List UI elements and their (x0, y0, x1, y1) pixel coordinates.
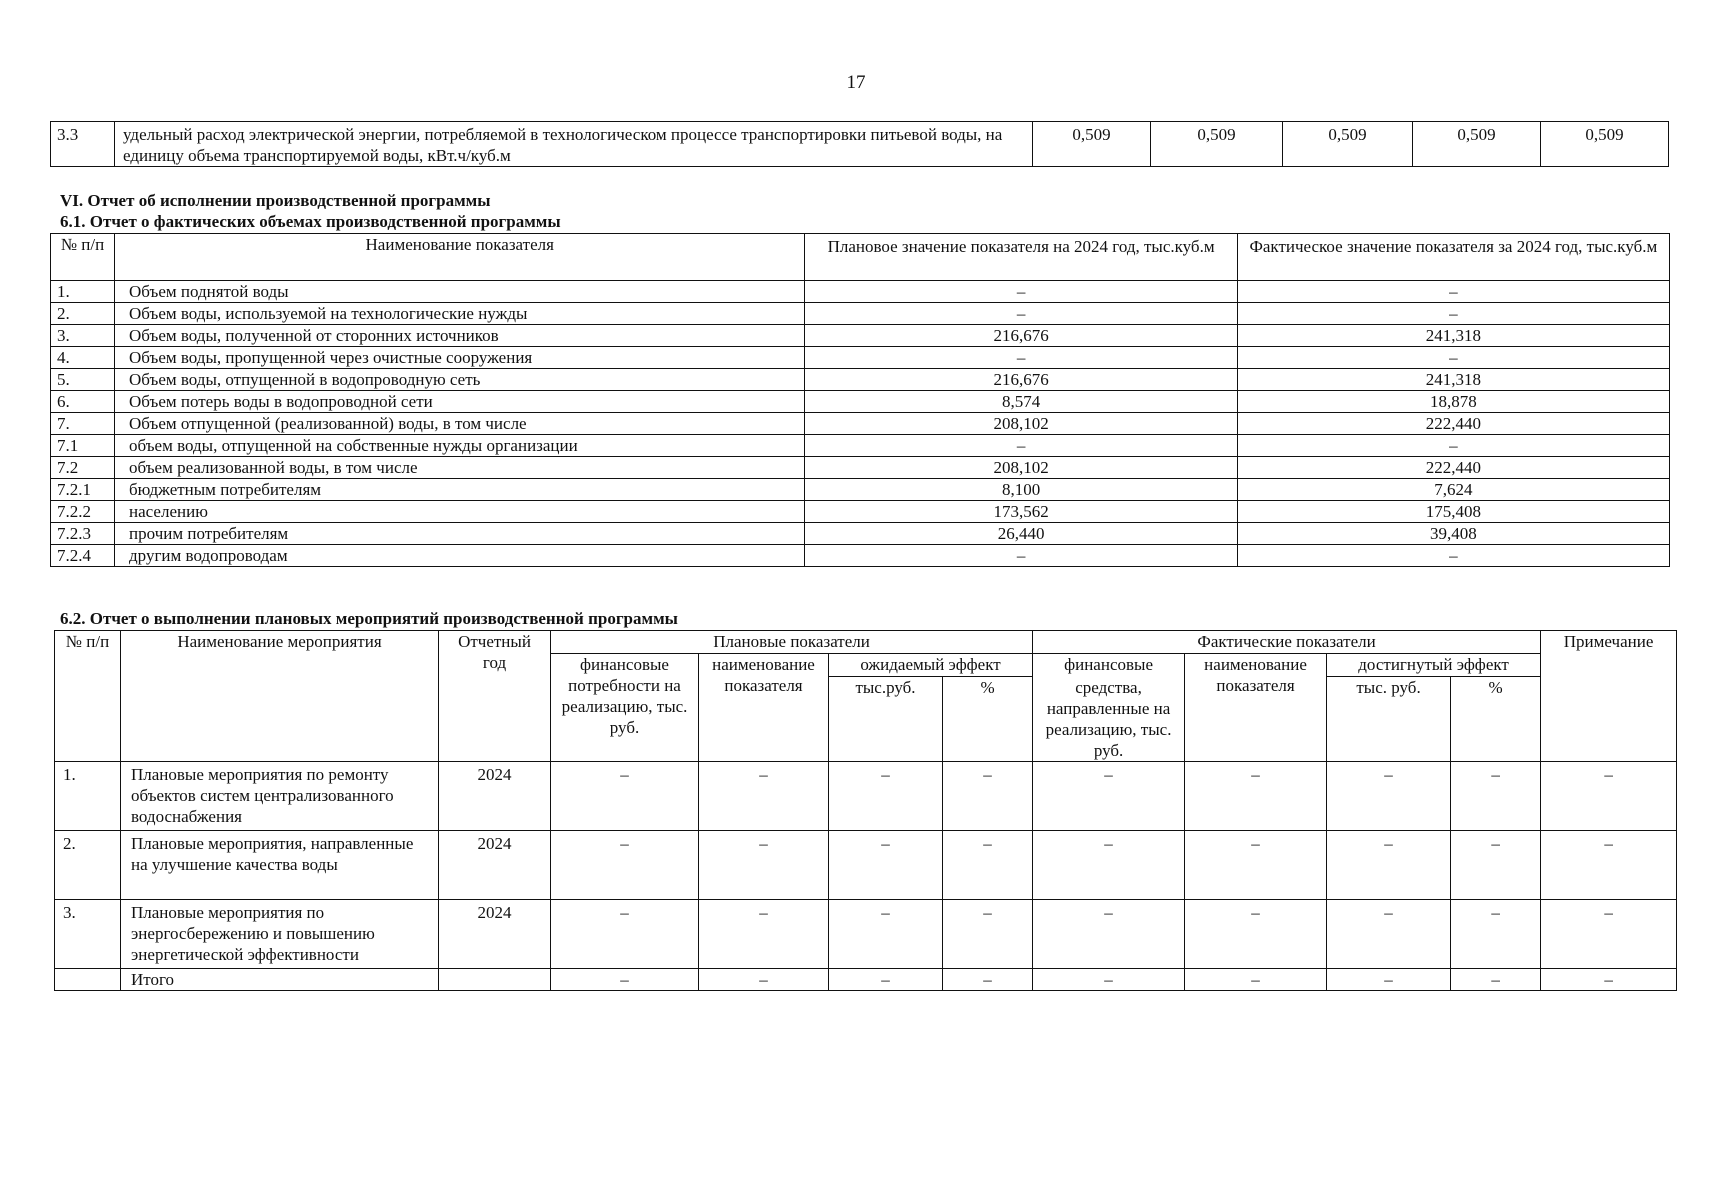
table-row (51, 325, 1670, 347)
page-number: 17 (846, 72, 866, 93)
row-number: 2. (55, 830, 121, 899)
row-number: 7.2.2 (51, 501, 115, 523)
header-fact-group: Фактические показатели (1033, 631, 1541, 654)
value-cell: – (829, 830, 943, 899)
value-cell: – (551, 830, 699, 899)
value-cell: – (829, 761, 943, 830)
row-number (55, 968, 121, 990)
table-header-row (55, 631, 1677, 654)
header-plan: Плановое значение показателя на 2024 год, тыс.куб.м (805, 234, 1237, 281)
row-name: бюджетным потребителям (115, 479, 805, 501)
fact-value: 7,624 (1237, 479, 1669, 501)
table-row (51, 369, 1670, 391)
row-year: 2024 (439, 761, 551, 830)
value-cell: – (943, 899, 1033, 968)
value-cell: – (943, 830, 1033, 899)
row-name: объем реализованной воды, в том числе (115, 457, 805, 479)
row-name: Объем воды, используемой на технологические нужды (115, 303, 805, 325)
row-name: другим водопроводам (115, 545, 805, 567)
value-cell: – (1033, 968, 1185, 990)
table-body (51, 281, 1670, 567)
plan-value: 173,562 (805, 501, 1237, 523)
value-cell: – (1185, 761, 1327, 830)
header-year: Отчетный год (439, 631, 551, 762)
value-cell: – (1541, 968, 1677, 990)
row-year: 2024 (439, 830, 551, 899)
row-year (439, 968, 551, 990)
header-num: № п/п (55, 631, 121, 762)
header-plan-indicator: наименование показателя (699, 654, 829, 762)
header-name: Наименование показателя (115, 234, 805, 281)
top-table (50, 121, 1669, 167)
plan-value: 216,676 (805, 369, 1237, 391)
value-cell: – (1185, 899, 1327, 968)
header-fact-fin-top: финансовые (1033, 654, 1185, 677)
plan-value: 8,574 (805, 391, 1237, 413)
plan-value: – (805, 303, 1237, 325)
table-row (55, 761, 1677, 830)
value-cell: – (829, 899, 943, 968)
value-cell: – (1541, 761, 1677, 830)
table-header-row (51, 234, 1670, 281)
plan-value: – (805, 281, 1237, 303)
section-title: VI. Отчет об исполнении производственной программы (60, 191, 491, 210)
fact-value: 39,408 (1237, 523, 1669, 545)
header-fact-effect: достигнутый эффект (1327, 654, 1541, 677)
fact-value: 222,440 (1237, 413, 1669, 435)
table-row (55, 830, 1677, 899)
value-cell: – (1033, 830, 1185, 899)
value-cell: – (829, 968, 943, 990)
value-cell: – (1451, 761, 1541, 830)
value-cell: – (551, 761, 699, 830)
table-row (51, 523, 1670, 545)
fact-value: 222,440 (1237, 457, 1669, 479)
table-row (51, 413, 1670, 435)
row-name: населению (115, 501, 805, 523)
plan-value: 8,100 (805, 479, 1237, 501)
row-name: Плановые мероприятия по ремонту объектов систем централизованного водоснабжения (121, 761, 439, 830)
row-name: Плановые мероприятия по энергосбережению и повышению энергетической эффективности (121, 899, 439, 968)
value-cell: – (699, 761, 829, 830)
header-note: Примечание (1541, 631, 1677, 762)
row-name: Объем отпущенной (реализованной) воды, в том числе (115, 413, 805, 435)
table-row (55, 899, 1677, 968)
table-row (51, 457, 1670, 479)
fact-value: – (1237, 303, 1669, 325)
value-cell: 0,509 (1151, 122, 1283, 167)
fact-value: 241,318 (1237, 369, 1669, 391)
table1-title: 6.1. Отчет о фактических объемах производственной программы (60, 212, 561, 231)
header-plan-fin: финансовые потребности на реализацию, тыс. руб. (551, 654, 699, 762)
value-cell: 0,509 (1413, 122, 1541, 167)
header-fact-rub: тыс. руб. (1327, 677, 1451, 762)
row-name: Объем воды, отпущенной в водопроводную сеть (115, 369, 805, 391)
table-row (51, 281, 1670, 303)
plan-value: – (805, 435, 1237, 457)
row-name: Объем воды, полученной от сторонних источников (115, 325, 805, 347)
value-cell: – (1327, 968, 1451, 990)
plan-value: 208,102 (805, 457, 1237, 479)
value-cell: – (1541, 899, 1677, 968)
fact-value: – (1237, 281, 1669, 303)
value-cell: – (699, 899, 829, 968)
plan-value: – (805, 347, 1237, 369)
production-volumes-table (50, 233, 1670, 567)
header-fact-indicator: наименование показателя (1185, 654, 1327, 762)
row-number: 2. (51, 303, 115, 325)
table-row (55, 968, 1677, 990)
value-cell: – (699, 830, 829, 899)
fact-value: – (1237, 435, 1669, 457)
fact-value: 18,878 (1237, 391, 1669, 413)
plan-value: 208,102 (805, 413, 1237, 435)
row-number: 7.2.3 (51, 523, 115, 545)
value-cell: 0,509 (1283, 122, 1413, 167)
value-cell: – (1451, 968, 1541, 990)
fact-value: – (1237, 347, 1669, 369)
row-name: Объем потерь воды в водопроводной сети (115, 391, 805, 413)
header-plan-effect: ожидаемый эффект (829, 654, 1033, 677)
fact-value: – (1237, 545, 1669, 567)
row-name: Объем воды, пропущенной через очистные сооружения (115, 347, 805, 369)
row-name: Объем поднятой воды (115, 281, 805, 303)
header-fact-fin: средства, направленные на реализацию, тыс. руб. (1033, 677, 1185, 762)
header-fact: Фактическое значение показателя за 2024 год, тыс.куб.м (1237, 234, 1669, 281)
row-number: 7.1 (51, 435, 115, 457)
row-number: 3.3 (51, 122, 115, 167)
row-name: прочим потребителям (115, 523, 805, 545)
row-number: 7.2.4 (51, 545, 115, 567)
row-name: удельный расход электрической энергии, потребляемой в технологическом процессе транспортировки питьевой воды, на единицу объема транспортируемой воды, кВт.ч/куб.м (115, 122, 1033, 167)
header-name: Наименование мероприятия (121, 631, 439, 762)
table-row (51, 479, 1670, 501)
table-row (51, 545, 1670, 567)
plan-value: 216,676 (805, 325, 1237, 347)
value-cell: – (699, 968, 829, 990)
table-row (51, 501, 1670, 523)
row-number: 7.2.1 (51, 479, 115, 501)
table-row (51, 303, 1670, 325)
value-cell: – (1033, 761, 1185, 830)
row-number: 3. (55, 899, 121, 968)
value-cell: – (943, 761, 1033, 830)
table2-title: 6.2. Отчет о выполнении плановых мероприятий производственной программы (60, 609, 678, 628)
header-plan-rub: тыс.руб. (829, 677, 943, 762)
row-number: 7.2 (51, 457, 115, 479)
header-plan-pct: % (943, 677, 1033, 762)
value-cell: – (1327, 899, 1451, 968)
table-row (51, 122, 1669, 167)
row-name: Плановые мероприятия, направленные на улучшение качества воды (121, 830, 439, 899)
value-cell: – (1327, 830, 1451, 899)
value-cell: – (551, 968, 699, 990)
header-num: № п/п (51, 234, 115, 281)
row-number: 6. (51, 391, 115, 413)
table-row (51, 347, 1670, 369)
value-cell: – (1033, 899, 1185, 968)
value-cell: 0,509 (1541, 122, 1669, 167)
row-number: 7. (51, 413, 115, 435)
table-row (51, 435, 1670, 457)
value-cell: – (1185, 830, 1327, 899)
row-number: 1. (51, 281, 115, 303)
value-cell: – (551, 899, 699, 968)
value-cell: – (1327, 761, 1451, 830)
row-name: Итого (121, 968, 439, 990)
row-number: 1. (55, 761, 121, 830)
fact-value: 241,318 (1237, 325, 1669, 347)
plan-value: 26,440 (805, 523, 1237, 545)
value-cell: – (1185, 968, 1327, 990)
plan-value: – (805, 545, 1237, 567)
value-cell: – (1451, 830, 1541, 899)
header-plan-group: Плановые показатели (551, 631, 1033, 654)
row-number: 3. (51, 325, 115, 347)
table-body (55, 761, 1677, 990)
header-fact-pct: % (1451, 677, 1541, 762)
row-number: 5. (51, 369, 115, 391)
row-name: объем воды, отпущенной на собственные нужды организации (115, 435, 805, 457)
value-cell: – (1541, 830, 1677, 899)
planned-measures-table (54, 630, 1677, 991)
value-cell: – (1451, 899, 1541, 968)
row-year: 2024 (439, 899, 551, 968)
value-cell: – (943, 968, 1033, 990)
row-number: 4. (51, 347, 115, 369)
value-cell: 0,509 (1033, 122, 1151, 167)
table-row (51, 391, 1670, 413)
fact-value: 175,408 (1237, 501, 1669, 523)
